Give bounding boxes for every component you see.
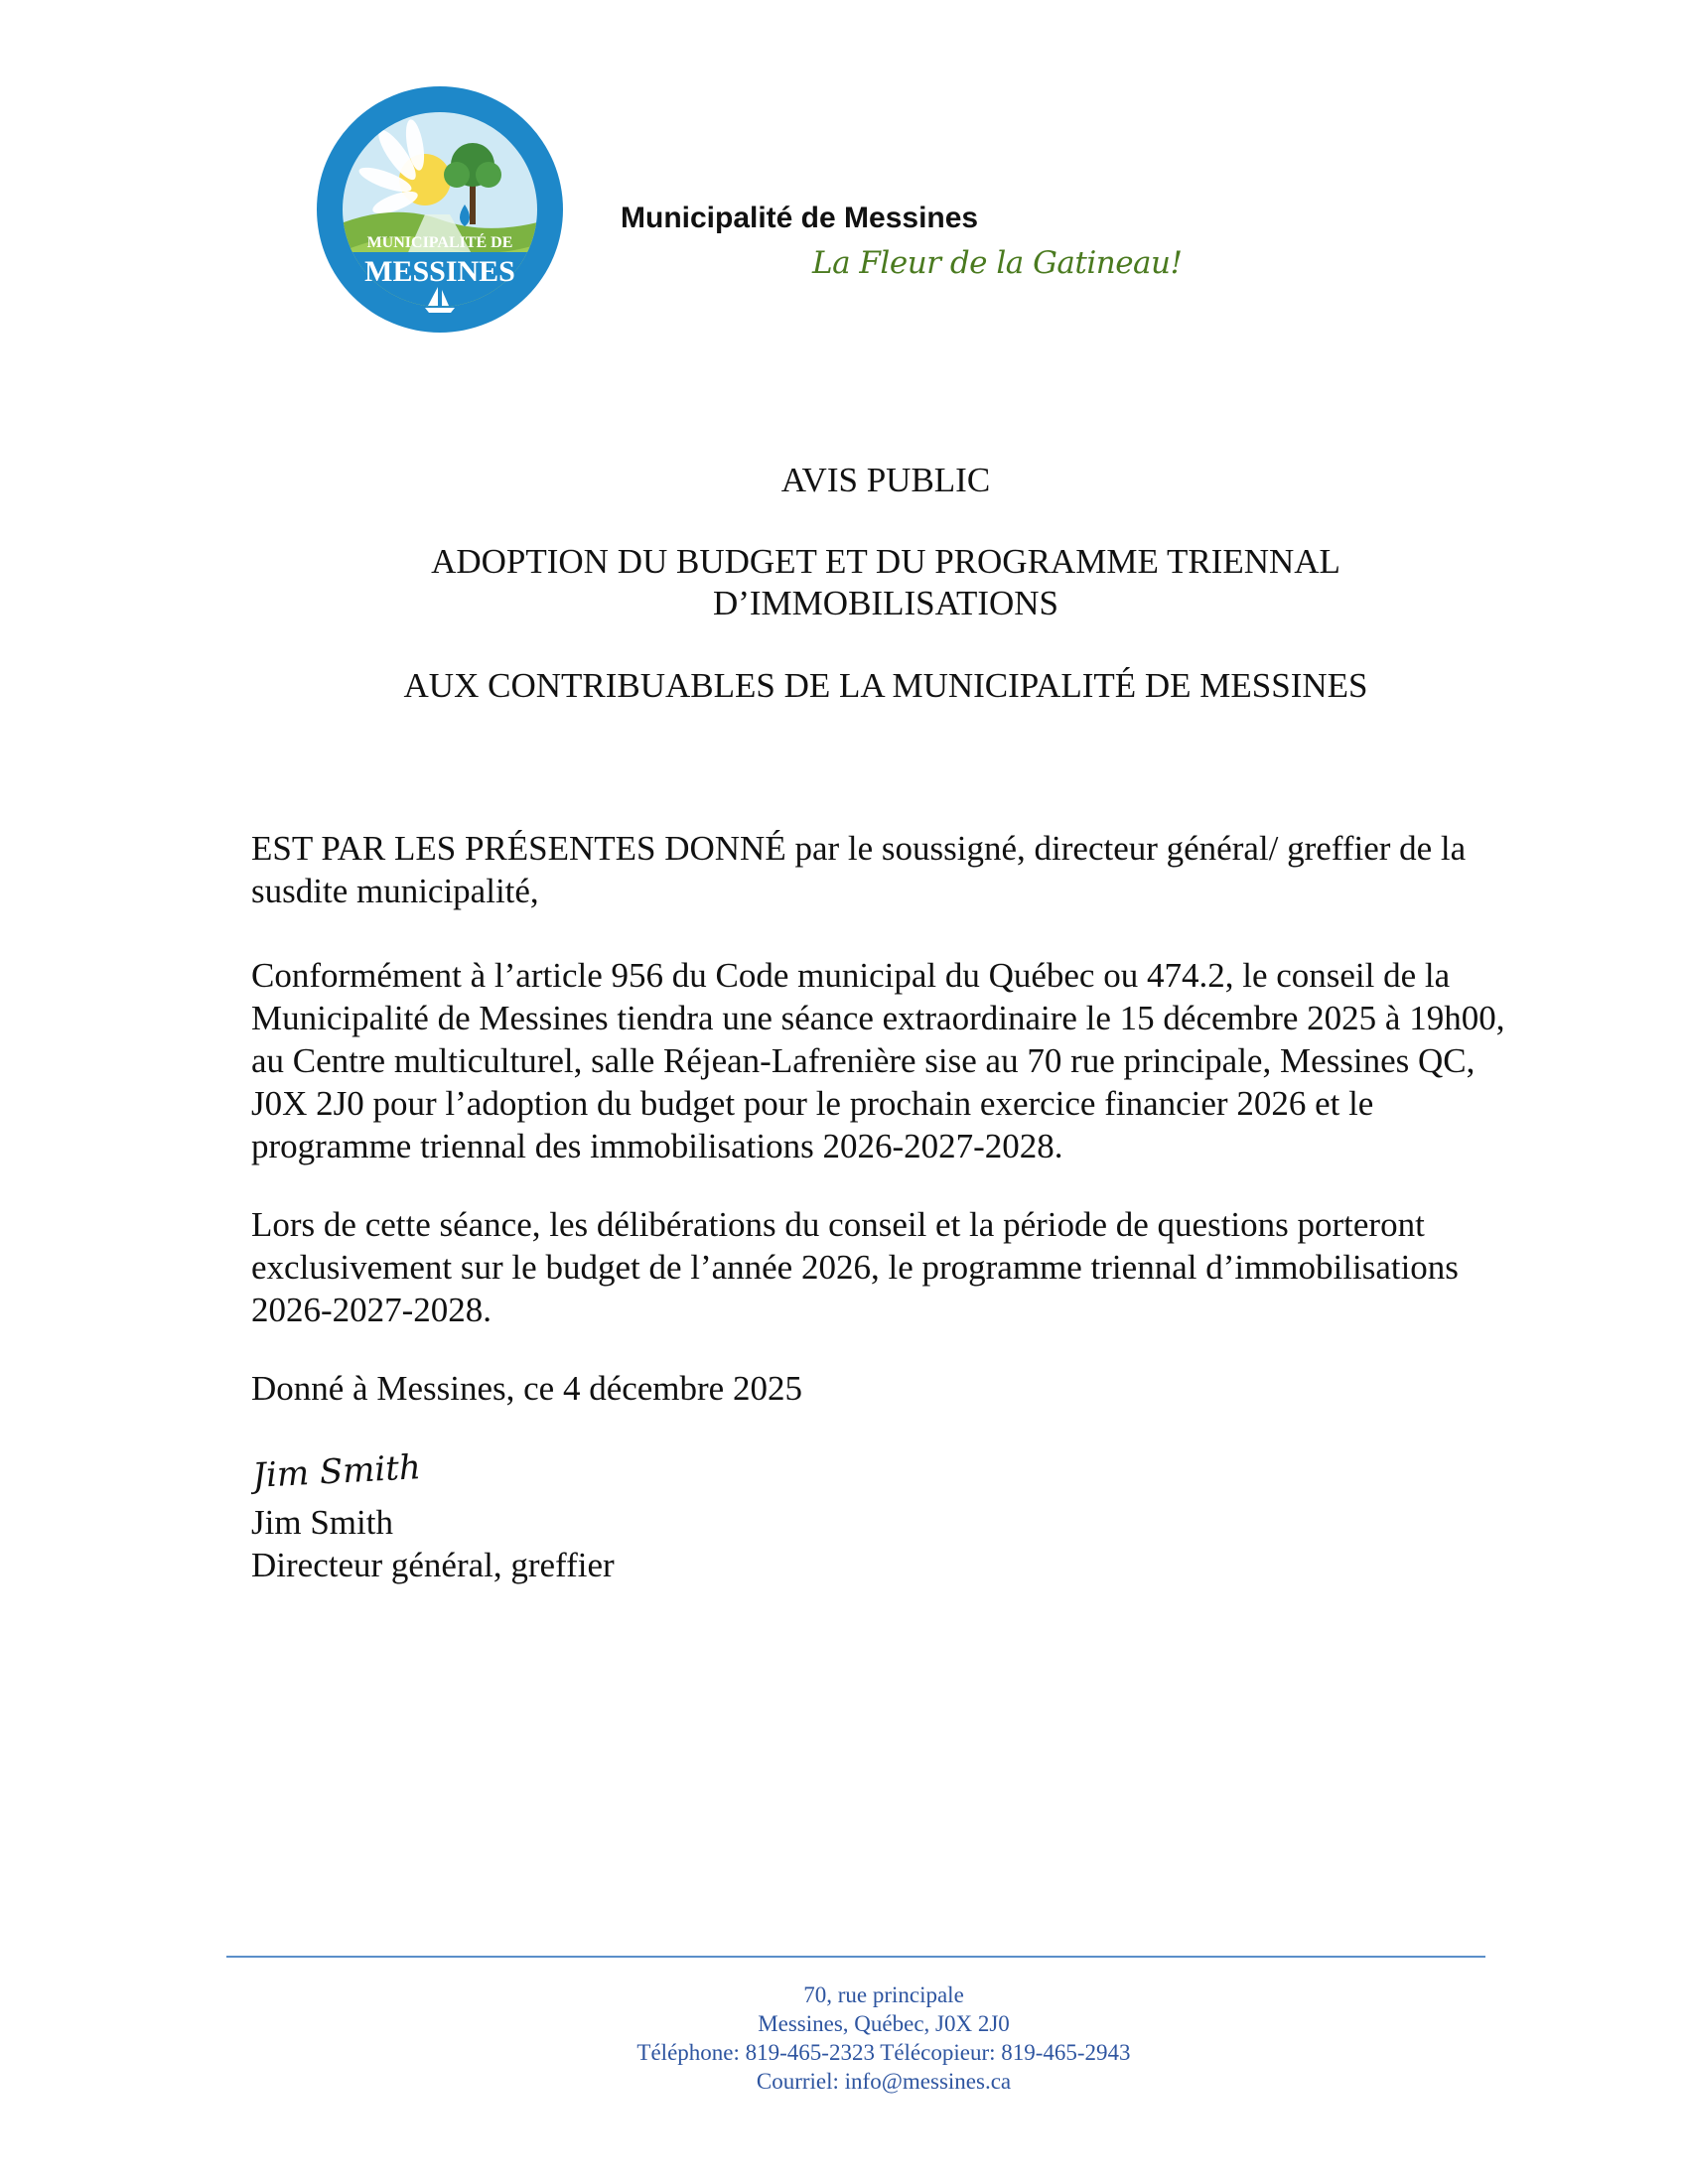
signatory-title: Directeur général, greffier bbox=[251, 1546, 615, 1584]
footer-divider bbox=[226, 1956, 1485, 1958]
signature-script: Jim Smith bbox=[251, 1447, 422, 1496]
notice-title: AVIS PUBLIC bbox=[780, 461, 991, 499]
footer-address: 70, rue principale bbox=[803, 1982, 964, 2007]
paragraph-deliberations: Lors de cette séance, les délibérations du conseil et la période de questions porteront exclusivement sur le budget de l’année 2026, le programme triennal d’immobilisations 2026-2027-2028. bbox=[251, 1205, 1459, 1329]
handwritten-signature bbox=[251, 1447, 450, 1507]
given-at: Donné à Messines, ce 4 décembre 2025 bbox=[251, 1369, 802, 1408]
logo-bottom-text: MESSINES bbox=[364, 255, 515, 288]
notice-subject bbox=[0, 541, 1688, 624]
notice-recipients: AUX CONTRIBUABLES DE LA MUNICIPALITÉ DE MESSINES bbox=[403, 666, 1368, 705]
paragraph-meeting: Conformément à l’article 956 du Code municipal du Québec ou 474.2, le conseil de la Municipalité de Messines tiendra une séance extraordinaire le 15 décembre 2025 à 19h00, au Centre multiculturel, salle Réjean-Lafrenière sise au 70 rue principale, Messines QC, J0X 2J0 pour l’adoption du budget pour le prochain exercice financier 2026 et le programme triennal des immobilisations 2026-2027-2028. bbox=[251, 956, 1505, 1165]
tagline: La Fleur de la Gatineau! bbox=[812, 245, 1183, 281]
footer-email: Courriel: info@messines.ca bbox=[756, 2069, 1012, 2094]
logo-top-text: MUNICIPALITÉ DE bbox=[366, 234, 513, 251]
signatory-name: Jim Smith bbox=[251, 1503, 393, 1542]
messines-logo-icon bbox=[316, 85, 564, 334]
subject-line-2: D’IMMOBILISATIONS bbox=[712, 584, 1059, 622]
organization-name: Municipalité de Messines bbox=[621, 202, 979, 234]
footer-city: Messines, Québec, J0X 2J0 bbox=[758, 2011, 1010, 2036]
footer-phones: Téléphone: 819-465-2323 Télécopieur: 819-465-2943 bbox=[636, 2040, 1131, 2065]
paragraph-intro: EST PAR LES PRÉSENTES DONNÉ par le soussigné, directeur général/ greffier de la susdite municipalité, bbox=[251, 829, 1467, 910]
subject-line-1: ADOPTION DU BUDGET ET DU PROGRAMME TRIENNAL bbox=[431, 542, 1340, 581]
